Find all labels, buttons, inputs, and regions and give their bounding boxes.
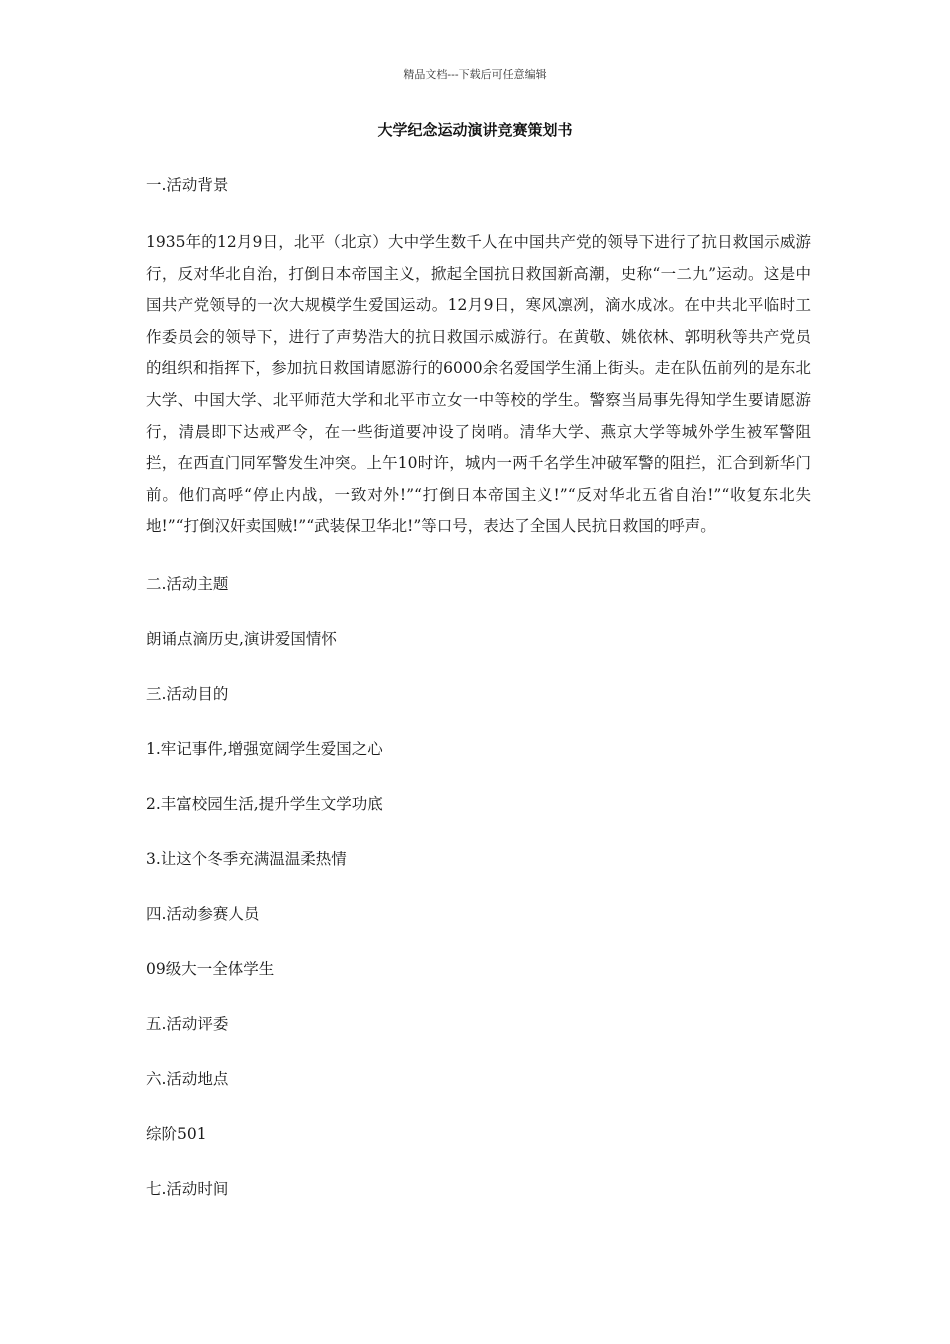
purpose-item-3: 3.让这个冬季充满温温柔热情 — [146, 849, 347, 868]
document-title: 大学纪念运动演讲竞赛策划书 — [377, 121, 573, 139]
document-body — [146, 172, 811, 1202]
location-text: 综阶501 — [146, 1124, 207, 1143]
section-heading-judges: 五.活动评委 — [146, 1014, 229, 1033]
section-heading-participants: 四.活动参赛人员 — [146, 904, 260, 923]
section-heading-theme: 二.活动主题 — [146, 574, 229, 593]
section-heading-purpose: 三.活动目的 — [146, 684, 229, 703]
background-paragraph: 1935年的12月9日，北平（北京）大中学生数千人在中国共产党的领导下进行了抗日救国示威游行，反对华北自治，打倒日本帝国主义，掀起全国抗日救国新高潮，史称“一二九”运动。这是中国共产党领导的一次大规模学生爱国运动。12月9日，寒风凛冽，滴水成冰。在中共北平临时工作委员会的领导下，进行了声势浩大的抗日救国示威游行。在黄敬、姚依林、郭明秋等共产党员的组织和指挥下，参加抗日救国请愿游行的6000余名爱国学生涌上街头。走在队伍前列的是东北大学、中国大学、北平师范大学和北平市立女一中等校的学生。警察当局事先得知学生要请愿游行，清晨即下达戒严令，在一些街道要冲设了岗哨。清华大学、燕京大学等城外学生被军警阻拦，在西直门同军警发生冲突。上午10时许，城内一两千名学生冲破军警的阻拦，汇合到新华门前。他们高呼“停止内战，一致对外!”“打倒日本帝国主义!”“反对华北五省自治!”“收复东北失地!”“打倒汉奸卖国贼!”“武装保卫华北!”等口号，表达了全国人民抗日救国的呼声。 — [146, 233, 811, 536]
section-heading-background: 一.活动背景 — [146, 176, 229, 194]
purpose-item-1: 1.牢记事件,增强宽阔学生爱国之心 — [146, 739, 383, 758]
header-note: 精品文档---下载后可任意编辑 — [403, 68, 547, 81]
participants-text: 09级大一全体学生 — [146, 959, 275, 978]
section-heading-time: 七.活动时间 — [146, 1179, 229, 1198]
purpose-item-2: 2.丰富校园生活,提升学生文学功底 — [146, 794, 383, 813]
theme-text: 朗诵点滴历史,演讲爱国情怀 — [146, 629, 337, 648]
section-heading-location: 六.活动地点 — [146, 1069, 229, 1088]
